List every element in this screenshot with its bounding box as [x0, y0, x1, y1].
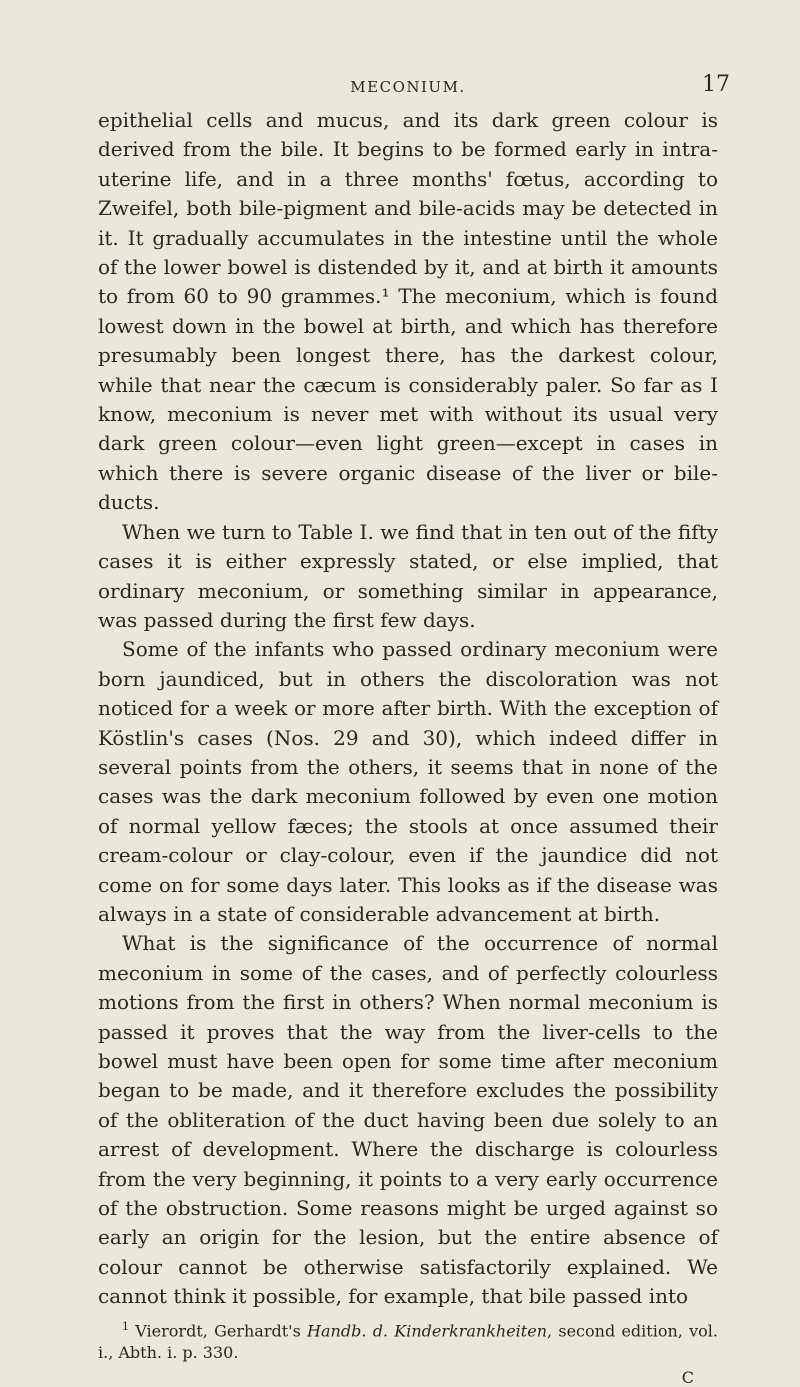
footnote-italic-title: Handb. d. Kinderkrankheiten	[307, 1320, 547, 1340]
paragraph-4: What is the significance of the occurrence of normal meconium in some of the cases, and of perfectly colourless motions from the first in others? When normal meconium is passed it proves that the way from the liver-cells to the bowel must have been open for some time after meconium began to be made, and it therefore excludes the possibility of the obliteration of the duct having been due solely to an arrest of development. Where the discharge is colourless from the very beginning, it points to a very early occurrence of the obstruction. Some reasons might be urged against so early an origin for the lesion, but the entire absence of colour cannot be otherwise satisfactorily explained. We cannot think it possible, for example, that bile passed into	[98, 931, 718, 1309]
paragraph-3: Some of the infants who passed ordinary meconium were born jaundiced, but in others the discoloration was not noticed for a week or more after birth. With the exception of Köstlin's cases (Nos. 29 and 30), which indeed differ in several points from the others, it seems that in none of the cases was the dark meconium followed by even one motion of normal yellow fæces; the stools at once assumed their cream-colour or clay-colour, even if the jaundice did not come on for some days later. This looks as if the disease was always in a state of considerable advancement at birth.	[98, 637, 718, 926]
footnote-text-after: , second edition, vol. i., Abth. i. p. 330.	[98, 1320, 718, 1362]
footnote-text-before: Vierordt, Gerhardt's	[135, 1320, 308, 1340]
paragraph-2: When we turn to Table I. we find that in ten out of the fifty cases it is either expressly stated, or else implied, that ordinary meconium, or something similar in appearance, was passed during the first few days.	[98, 519, 718, 632]
signature-mark: C	[681, 1367, 694, 1387]
running-head: MECONIUM.	[350, 78, 466, 96]
paragraph-1: epithelial cells and mucus, and its dark green colour is derived from the bile. It begins to be formed early in intra-uterine life, and in a three months' fœtus, according to Zweifel, both bile-pigment and bile-acids may be detected in it. It gradually accumulates in the intestine until the whole of the lower bowel is distended by it, and at birth it amounts to from 60 to 90 grammes.¹ The meconium, which is found lowest down in the bowel at birth, and which has therefore presumably been longest there, has the darkest colour, while that near the cæcum is considerably paler. So far as I know, meconium is never met with without its usual very dark green colour—even light green—except in cases in which there is severe organic disease of the liver or bile-ducts.	[98, 108, 718, 515]
footnote-marker: 1	[122, 1319, 129, 1333]
page-header	[98, 72, 730, 106]
footnote	[98, 1316, 718, 1364]
page-number: 17	[702, 72, 730, 97]
